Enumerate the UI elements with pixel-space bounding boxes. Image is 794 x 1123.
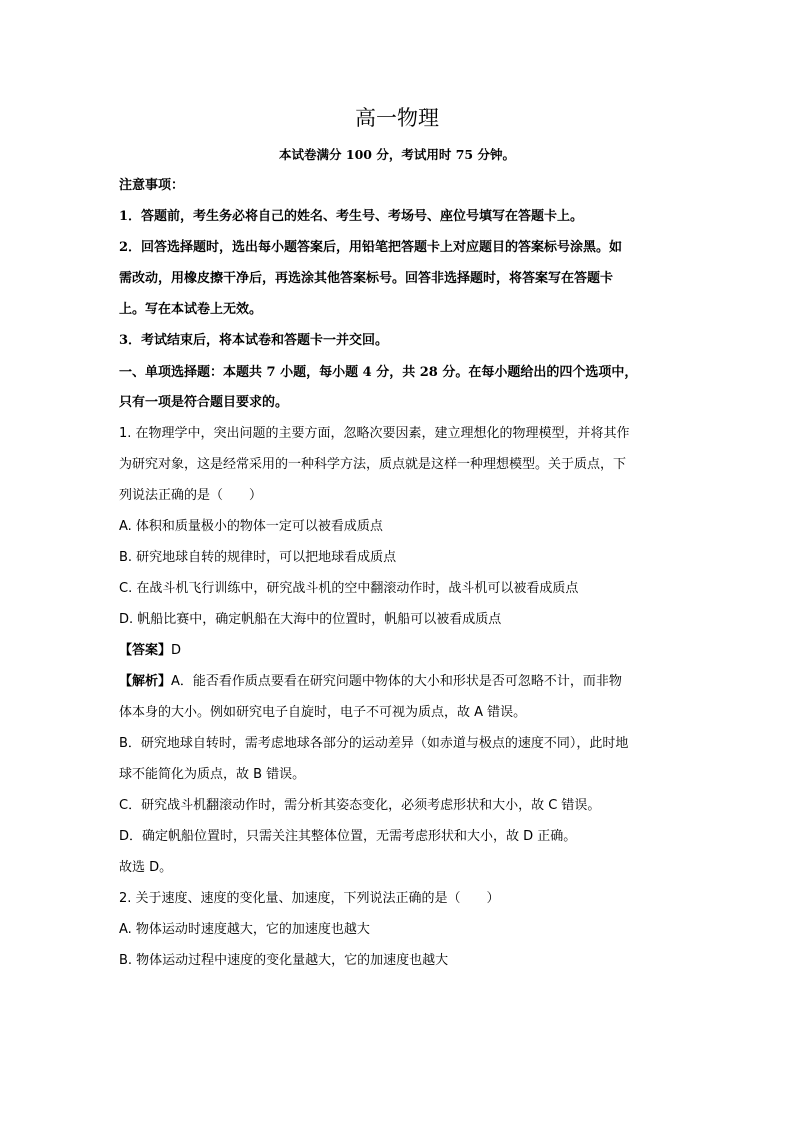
exam-info: 本试卷满分 100 分，考试用时 75 分钟。 — [279, 147, 515, 162]
notice-item-2-line-2: 需改动，用橡皮擦干净后，再选涂其他答案标号。回答非选择题时，将答案写在答题卡 — [119, 271, 614, 286]
analysis-text: A．能否看作质点要看在研究问题中物体的大小和形状是否可忽略不计，而非物 — [171, 674, 622, 689]
q1-answer — [119, 641, 679, 661]
q1-option-a: A. 体积和质量极小的物体一定可以被看成质点 — [119, 519, 383, 534]
q1-analysis-line-3: B．研究地球自转时，需考虑地球各部分的运动差异（如赤道与极点的速度不同），此时地 — [119, 736, 629, 751]
q1-option-c: C. 在战斗机飞行训练中，研究战斗机的空中翻滚动作时，战斗机可以被看成质点 — [119, 581, 579, 596]
q1-conclusion: 故选 D。 — [119, 860, 173, 875]
notice-item-2-line-1: 2．回答选择题时，选出每小题答案后，用铅笔把答题卡上对应题目的答案标号涂黑。如 — [119, 240, 623, 255]
q2-option-b: B. 物体运动过程中速度的变化量越大，它的加速度也越大 — [119, 953, 449, 968]
q1-analysis-line-1 — [119, 672, 679, 692]
q1-analysis-line-5: C．研究战斗机翻滚动作时，需分析其姿态变化，必须考虑形状和大小，故 C 错误。 — [119, 798, 601, 813]
answer-value: D — [171, 643, 182, 658]
page-title: 高一物理 — [355, 106, 439, 130]
analysis-tag: 【解析】 — [119, 674, 172, 689]
notice-item-2-line-3: 上。写在本试卷上无效。 — [119, 302, 263, 317]
section-heading-line-2: 只有一项是符合题目要求的。 — [119, 395, 289, 410]
q2-option-a: A. 物体运动时速度越大，它的加速度也越大 — [119, 922, 370, 937]
q1-analysis-line-6: D．确定帆船位置时，只需关注其整体位置，无需考虑形状和大小，故 D 正确。 — [119, 829, 577, 844]
q1-stem-line-2: 为研究对象，这是经常采用的一种科学方法，质点就是这样一种理想模型。关于质点，下 — [119, 457, 627, 472]
q1-analysis-line-4: 球不能简化为质点，故 B 错误。 — [119, 767, 306, 782]
q1-stem-line-3: 列说法正确的是（ ） — [119, 488, 263, 503]
q2-stem-line-1: 2. 关于速度、速度的变化量、加速度，下列说法正确的是（ ） — [119, 891, 500, 906]
notice-heading: 注意事项： — [119, 178, 185, 193]
q1-option-d: D. 帆船比赛中，确定帆船在大海中的位置时，帆船可以被看成质点 — [119, 612, 502, 627]
section-heading-line-1: 一、单项选择题：本题共 7 小题，每小题 4 分，共 28 分。在每小题给出的四个选项中， — [119, 365, 638, 380]
q1-analysis-line-2: 体本身的大小。例如研究电子自旋时，电子不可视为质点，故 A 错误。 — [119, 705, 527, 720]
q1-stem-line-1: 1. 在物理学中，突出问题的主要方面，忽略次要因素，建立理想化的物理模型，并将其作 — [119, 426, 630, 441]
notice-item-3: 3．考试结束后，将本试卷和答题卡一并交回。 — [119, 333, 389, 348]
answer-tag: 【答案】 — [119, 643, 172, 658]
q1-option-b: B. 研究地球自转的规律时，可以把地球看成质点 — [119, 550, 397, 565]
notice-item-1: 1．答题前，考生务必将自己的姓名、考生号、考场号、座位号填写在答题卡上。 — [119, 209, 584, 224]
